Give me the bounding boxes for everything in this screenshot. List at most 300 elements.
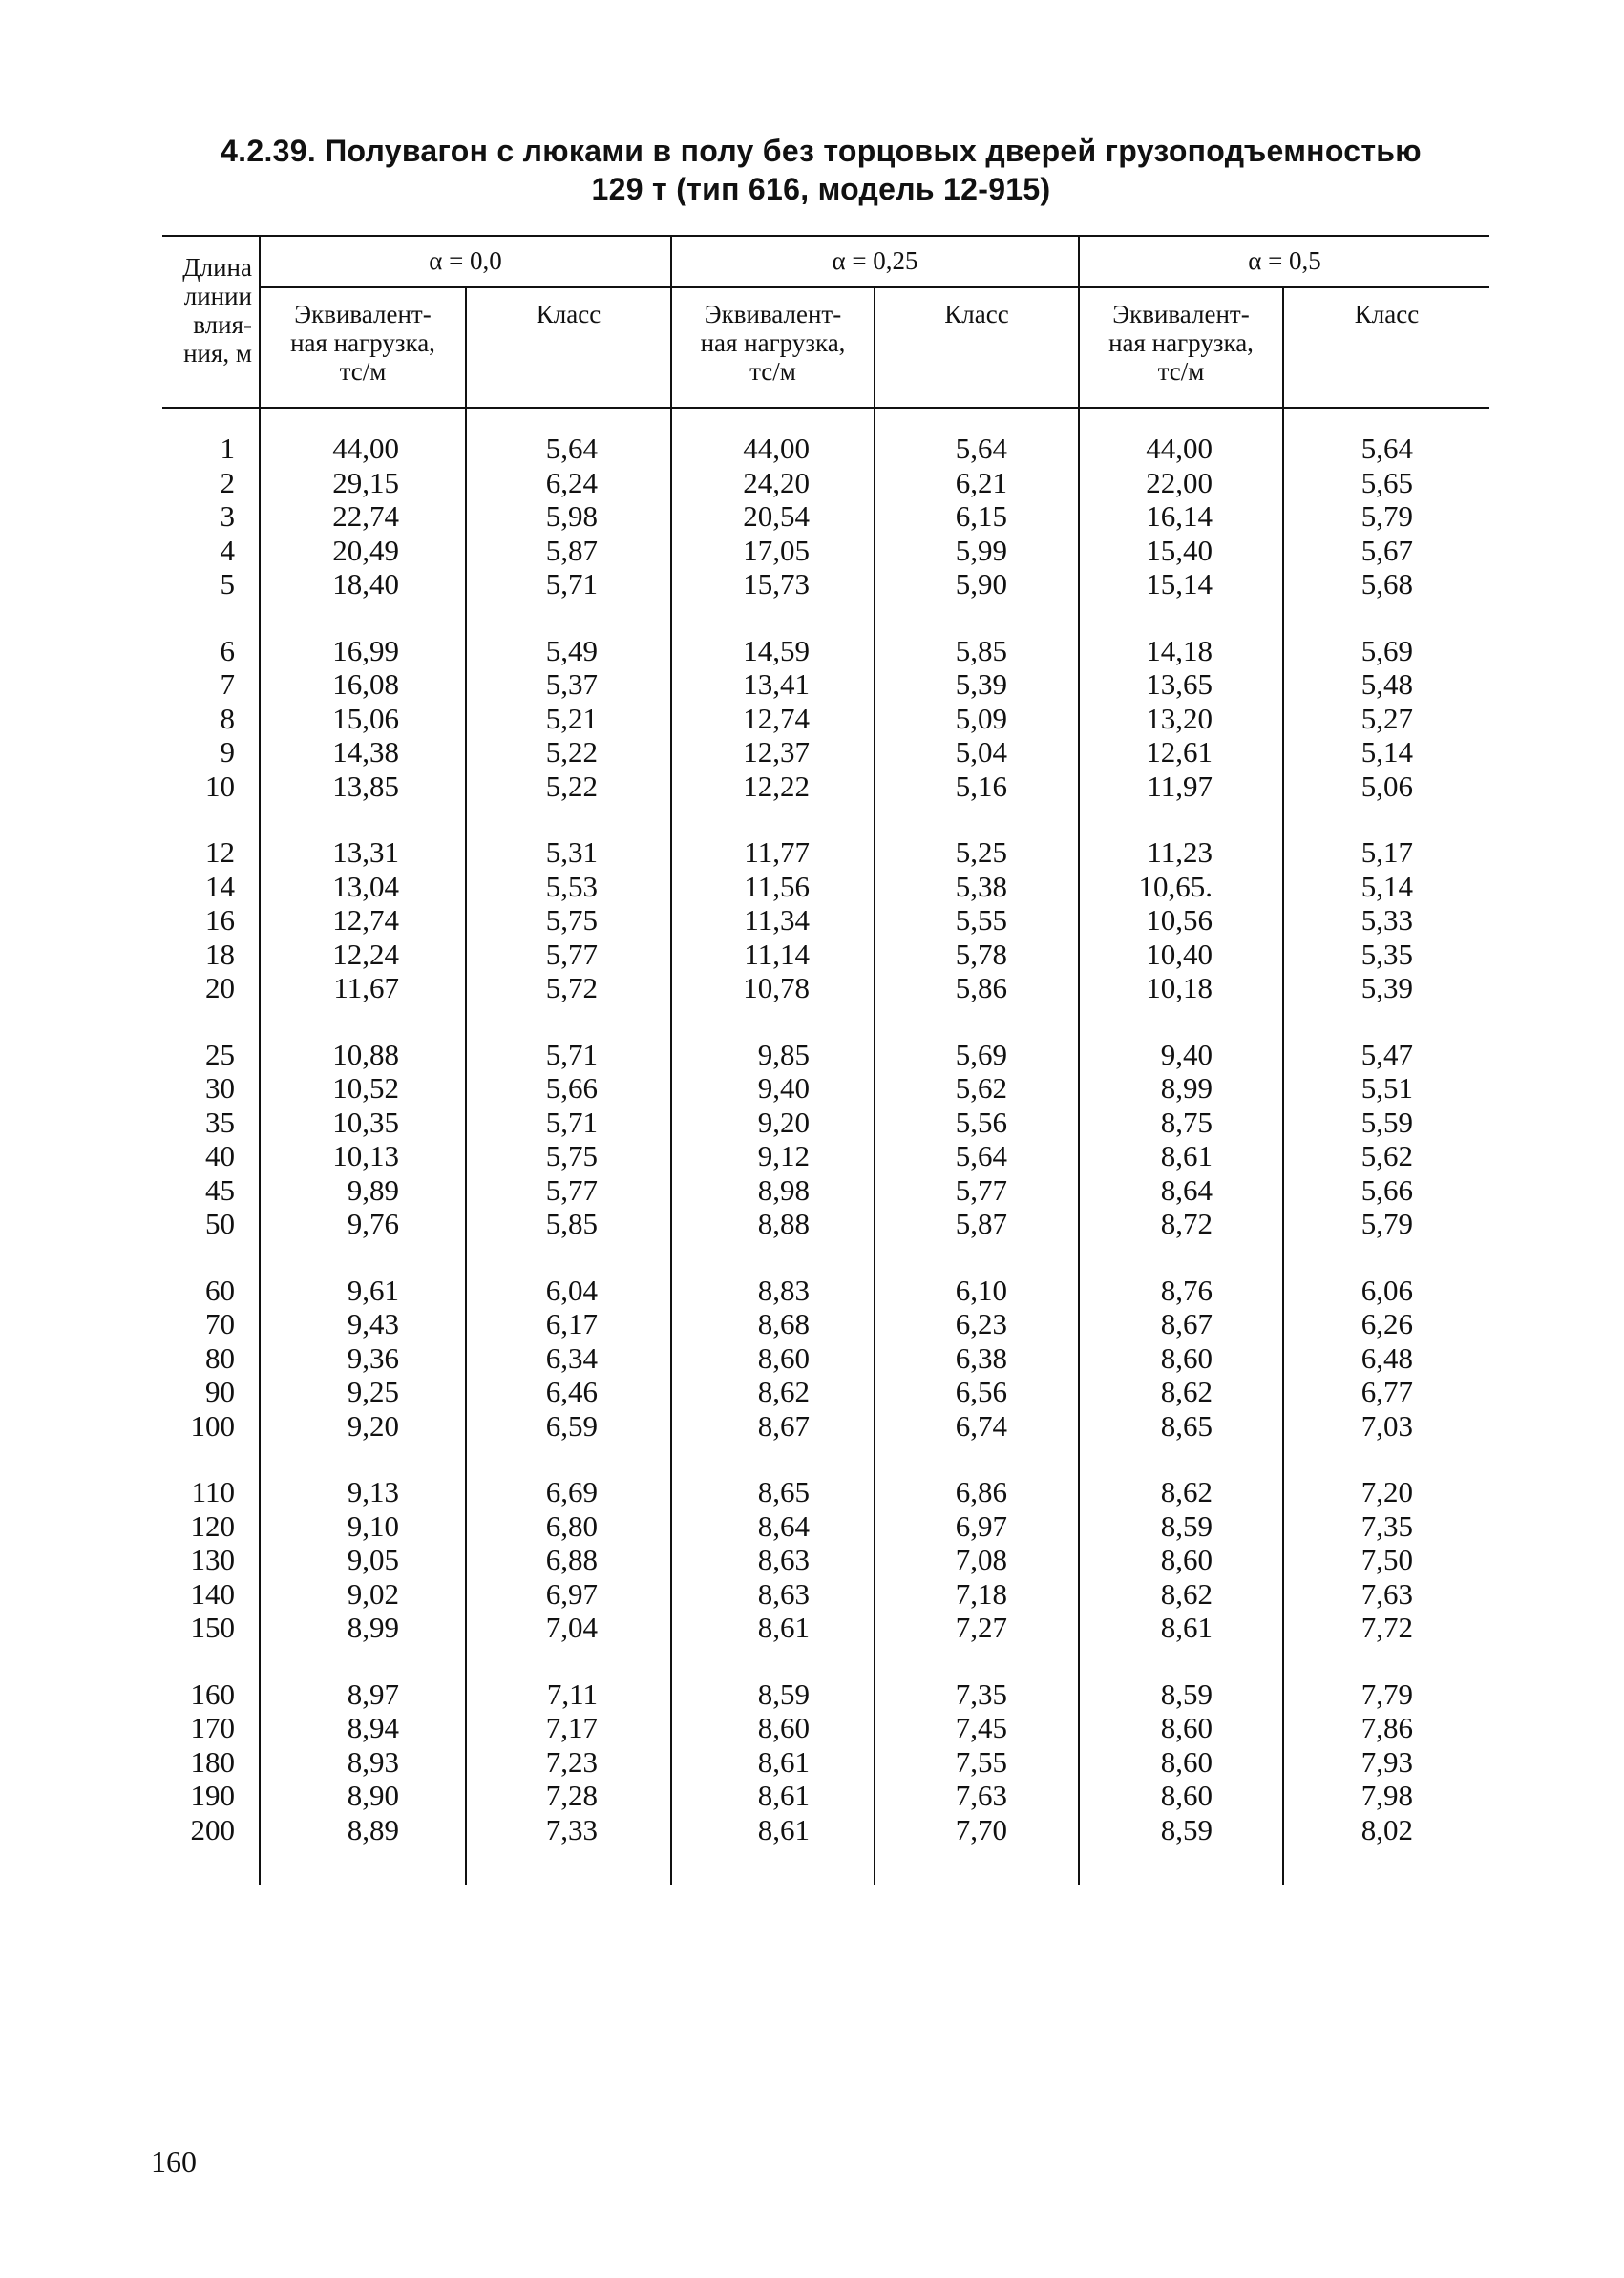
- table-cell: 5,09: [955, 701, 1007, 735]
- row-group: [0, 1274, 1624, 1444]
- table-cell: 12,24: [332, 937, 399, 971]
- table-cell: 130: [190, 1543, 235, 1576]
- table-cell: 8,62: [1160, 1576, 1213, 1611]
- table-cell: 6,34: [545, 1340, 598, 1375]
- table-row: [0, 667, 1624, 702]
- table-cell: 24,20: [743, 465, 810, 499]
- table-cell: 9: [220, 735, 235, 769]
- table-cell: 5,22: [545, 735, 598, 769]
- table-cell: 15,40: [1146, 533, 1213, 567]
- table-cell: 200: [190, 1812, 235, 1846]
- table-cell: 10: [205, 769, 235, 803]
- table-cell: 70: [205, 1307, 235, 1340]
- table-cell: 80: [205, 1340, 235, 1375]
- table-cell: 5,62: [955, 1071, 1007, 1105]
- table-cell: 8,63: [757, 1543, 810, 1576]
- table-cell: 8,90: [347, 1779, 399, 1812]
- table-cell: 12: [205, 835, 235, 869]
- row-group: [0, 432, 1624, 601]
- table-cell: 14,38: [332, 735, 399, 769]
- table-cell: 2: [220, 465, 235, 499]
- table-cell: 25: [205, 1037, 235, 1071]
- table-cell: 6,17: [545, 1307, 598, 1340]
- header-class-2: Класс: [944, 300, 1009, 328]
- table-cell: 5,48: [1360, 667, 1413, 701]
- table-cell: 6,48: [1360, 1340, 1413, 1375]
- table-row: [0, 1173, 1624, 1208]
- table-row: [0, 971, 1624, 1005]
- table-cell: 9,40: [1160, 1037, 1213, 1071]
- table-row: [0, 1274, 1624, 1308]
- table-cell: 9,40: [757, 1071, 810, 1105]
- header-equiv-1: [261, 300, 465, 386]
- table-row: [0, 432, 1624, 466]
- table-cell: 7,50: [1360, 1543, 1413, 1576]
- table-cell: 7,27: [955, 1611, 1007, 1644]
- table-cell: 8,60: [1160, 1543, 1213, 1576]
- equiv-line: тс/м: [749, 357, 796, 386]
- table-cell: 8,60: [757, 1711, 810, 1744]
- table-cell: 5,51: [1360, 1071, 1413, 1105]
- table-cell: 9,20: [347, 1408, 399, 1443]
- table-cell: 3: [220, 499, 235, 533]
- table-cell: 9,12: [757, 1139, 810, 1172]
- table-cell: 5,69: [1360, 633, 1413, 667]
- table-cell: 15,06: [332, 701, 399, 735]
- table-cell: 5,85: [955, 633, 1007, 667]
- table-cell: 7,17: [545, 1711, 598, 1744]
- table-cell: 8,76: [1160, 1273, 1213, 1307]
- equiv-line: ная нагрузка,: [700, 328, 846, 357]
- table-cell: 8,97: [347, 1677, 399, 1711]
- table-cell: 8,60: [1160, 1744, 1213, 1779]
- table-cell: 6,80: [545, 1508, 598, 1543]
- stub-line: ния, м: [183, 339, 252, 368]
- table-cell: 13,20: [1146, 701, 1213, 735]
- table-cell: 5,27: [1360, 701, 1413, 735]
- table-cell: 14,59: [743, 633, 810, 667]
- table-row: [0, 1071, 1624, 1106]
- rule-top: [162, 235, 1489, 237]
- table-cell: 5,04: [955, 735, 1007, 769]
- table-row: [0, 1711, 1624, 1745]
- table-cell: 16,14: [1146, 499, 1213, 533]
- table-cell: 5,06: [1360, 769, 1413, 803]
- table-cell: 6,59: [545, 1408, 598, 1443]
- table-cell: 6,06: [1360, 1273, 1413, 1307]
- table-cell: 7,93: [1360, 1744, 1413, 1779]
- table-cell: 44,00: [1146, 432, 1213, 465]
- table-cell: 8: [220, 701, 235, 735]
- table-cell: 8,61: [1160, 1611, 1213, 1644]
- table-cell: 4: [220, 533, 235, 567]
- table-cell: 5,87: [545, 533, 598, 567]
- table-cell: 6,46: [545, 1375, 598, 1408]
- table-row: [0, 1577, 1624, 1612]
- table-cell: 8,62: [757, 1375, 810, 1408]
- table-cell: 5,38: [955, 869, 1007, 903]
- table-cell: 6,04: [545, 1273, 598, 1307]
- table-cell: 11,34: [744, 903, 810, 937]
- table-cell: 9,20: [757, 1105, 810, 1139]
- table-cell: 160: [190, 1677, 235, 1711]
- table-row: [0, 466, 1624, 500]
- table-cell: 18: [205, 937, 235, 971]
- table-row: [0, 1745, 1624, 1780]
- table-cell: 7,23: [545, 1744, 598, 1779]
- table-cell: 7,28: [545, 1779, 598, 1812]
- table-cell: 5,66: [545, 1071, 598, 1105]
- table-cell: 22,00: [1146, 465, 1213, 499]
- table-cell: 7,18: [955, 1576, 1007, 1611]
- table-cell: 20,49: [332, 533, 399, 567]
- table-cell: 22,74: [332, 499, 399, 533]
- table-cell: 8,59: [757, 1677, 810, 1711]
- table-cell: 8,67: [1160, 1307, 1213, 1340]
- stub-line: влия-: [193, 310, 252, 339]
- table-cell: 14: [205, 869, 235, 903]
- table-cell: 5,67: [1360, 533, 1413, 567]
- table-cell: 6,97: [545, 1576, 598, 1611]
- table-cell: 5,77: [545, 1172, 598, 1207]
- table-cell: 8,61: [757, 1812, 810, 1846]
- table-cell: 9,61: [347, 1273, 399, 1307]
- table-cell: 10,56: [1146, 903, 1213, 937]
- table-cell: 10,88: [332, 1037, 399, 1071]
- table-cell: 13,65: [1146, 667, 1213, 701]
- table-cell: 8,64: [1160, 1172, 1213, 1207]
- table-cell: 10,18: [1146, 971, 1213, 1004]
- table-row: [0, 1611, 1624, 1645]
- table-row: [0, 1106, 1624, 1140]
- title-line-2: 129 т (тип 616, модель 12-915): [591, 172, 1051, 206]
- table-cell: 8,59: [1160, 1677, 1213, 1711]
- table-cell: 20: [205, 971, 235, 1004]
- table-cell: 20,54: [743, 499, 810, 533]
- row-group: [0, 1475, 1624, 1645]
- table-cell: 6,74: [955, 1408, 1007, 1443]
- table-cell: 6,23: [955, 1307, 1007, 1340]
- table-row: [0, 1341, 1624, 1376]
- table-cell: 5,98: [545, 499, 598, 533]
- table-cell: 7,86: [1360, 1711, 1413, 1744]
- table-cell: 8,72: [1160, 1207, 1213, 1240]
- table-cell: 5,75: [545, 1139, 598, 1172]
- table-cell: 190: [190, 1779, 235, 1812]
- stub-line: линии: [183, 282, 252, 310]
- table-cell: 8,65: [757, 1475, 810, 1508]
- table-row: [0, 870, 1624, 904]
- table-cell: 8,61: [757, 1611, 810, 1644]
- table-cell: 110: [191, 1475, 235, 1508]
- table-cell: 9,43: [347, 1307, 399, 1340]
- table-cell: 5,53: [545, 869, 598, 903]
- table-row: [0, 1307, 1624, 1341]
- table-cell: 5,14: [1360, 735, 1413, 769]
- table-cell: 5,66: [1360, 1172, 1413, 1207]
- table-cell: 8,99: [347, 1611, 399, 1644]
- equiv-line: тс/м: [1157, 357, 1205, 386]
- table-row: [0, 499, 1624, 534]
- table-cell: 11,77: [744, 835, 810, 869]
- table-cell: 5,35: [1360, 937, 1413, 971]
- table-cell: 6,10: [955, 1273, 1007, 1307]
- table-cell: 17,05: [743, 533, 810, 567]
- table-row: [0, 1543, 1624, 1577]
- table-cell: 8,60: [757, 1340, 810, 1375]
- table-cell: 8,68: [757, 1307, 810, 1340]
- table-cell: 8,75: [1160, 1105, 1213, 1139]
- table-cell: 5,77: [955, 1172, 1007, 1207]
- table-cell: 6,24: [545, 465, 598, 499]
- table-cell: 9,25: [347, 1375, 399, 1408]
- table-cell: 180: [190, 1744, 235, 1779]
- table-row: [0, 938, 1624, 972]
- row-group: [0, 1038, 1624, 1241]
- equiv-line: ная нагрузка,: [1108, 328, 1254, 357]
- table-row: [0, 835, 1624, 870]
- table-cell: 9,02: [347, 1576, 399, 1611]
- table-cell: 9,10: [347, 1508, 399, 1543]
- table-row: [0, 1677, 1624, 1712]
- table-cell: 6,97: [955, 1508, 1007, 1543]
- table-cell: 5,71: [545, 1105, 598, 1139]
- table-cell: 9,36: [347, 1340, 399, 1375]
- table-cell: 5,56: [955, 1105, 1007, 1139]
- table-cell: 8,60: [1160, 1340, 1213, 1375]
- table-cell: 8,83: [757, 1273, 810, 1307]
- table-cell: 12,37: [743, 735, 810, 769]
- equiv-line: Эквивалент-: [294, 300, 432, 328]
- header-class-3: Класс: [1354, 300, 1420, 328]
- table-cell: 5: [220, 567, 235, 601]
- table-cell: 170: [190, 1711, 235, 1744]
- table-cell: 5,64: [1360, 432, 1413, 465]
- table-cell: 8,02: [1360, 1812, 1413, 1846]
- table-cell: 8,59: [1160, 1508, 1213, 1543]
- table-cell: 5,49: [545, 633, 598, 667]
- table-row: [0, 1038, 1624, 1072]
- table-cell: 15,14: [1146, 567, 1213, 601]
- row-group: [0, 835, 1624, 1005]
- table-cell: 5,69: [955, 1037, 1007, 1071]
- table-cell: 10,78: [743, 971, 810, 1004]
- table-cell: 5,39: [1360, 971, 1413, 1004]
- table-cell: 7,33: [545, 1812, 598, 1846]
- table-cell: 10,52: [332, 1071, 399, 1105]
- table-cell: 7,35: [955, 1677, 1007, 1711]
- row-group: [0, 634, 1624, 804]
- table-cell: 5,79: [1360, 499, 1413, 533]
- table-cell: 7,35: [1360, 1508, 1413, 1543]
- table-cell: 6,69: [545, 1475, 598, 1508]
- table-cell: 90: [205, 1375, 235, 1408]
- table-cell: 8,94: [347, 1711, 399, 1744]
- table-cell: 8,60: [1160, 1779, 1213, 1812]
- table-cell: 120: [190, 1508, 235, 1543]
- table-cell: 9,05: [347, 1543, 399, 1576]
- table-cell: 8,88: [757, 1207, 810, 1240]
- header-alpha-0: α = 0,0: [429, 246, 502, 275]
- table-cell: 5,14: [1360, 869, 1413, 903]
- table-cell: 11,23: [1147, 835, 1213, 869]
- table-cell: 5,77: [545, 937, 598, 971]
- table-cell: 14,18: [1146, 633, 1213, 667]
- title-line-1: 4.2.39. Полувагон с люками в полу без торцовых дверей грузоподъемностью: [221, 134, 1422, 168]
- table-row: [0, 1509, 1624, 1544]
- table-cell: 5,25: [955, 835, 1007, 869]
- header-equiv-3: [1080, 300, 1282, 386]
- table-cell: 6,88: [545, 1543, 598, 1576]
- table-cell: 8,60: [1160, 1711, 1213, 1744]
- table-cell: 10,13: [332, 1139, 399, 1172]
- table-body: [0, 432, 1624, 1879]
- table-title: [153, 132, 1489, 208]
- table-cell: 15,73: [743, 567, 810, 601]
- table-cell: 5,87: [955, 1207, 1007, 1240]
- table-cell: 12,74: [332, 903, 399, 937]
- table-cell: 11,97: [1147, 769, 1213, 803]
- table-cell: 10,65.: [1138, 869, 1213, 903]
- table-cell: 12,61: [1146, 735, 1213, 769]
- table-cell: 10,35: [332, 1105, 399, 1139]
- table-row: [0, 735, 1624, 770]
- table-cell: 140: [190, 1576, 235, 1611]
- table-cell: 16: [205, 903, 235, 937]
- table-cell: 8,99: [1160, 1071, 1213, 1105]
- table-cell: 9,76: [347, 1207, 399, 1240]
- table-cell: 44,00: [332, 432, 399, 465]
- table-cell: 6,21: [955, 465, 1007, 499]
- table-cell: 5,39: [955, 667, 1007, 701]
- table-cell: 6,15: [955, 499, 1007, 533]
- table-cell: 8,67: [757, 1408, 810, 1443]
- equiv-line: Эквивалент-: [704, 300, 842, 328]
- table-row: [0, 770, 1624, 804]
- table-cell: 45: [205, 1172, 235, 1207]
- table-cell: 6,86: [955, 1475, 1007, 1508]
- row-group: [0, 1677, 1624, 1847]
- table-cell: 8,62: [1160, 1375, 1213, 1408]
- table-cell: 5,33: [1360, 903, 1413, 937]
- table-cell: 7,11: [546, 1677, 598, 1711]
- table-cell: 11,56: [744, 869, 810, 903]
- table-cell: 30: [205, 1071, 235, 1105]
- table-cell: 5,47: [1360, 1037, 1413, 1071]
- table-cell: 5,64: [545, 432, 598, 465]
- table-cell: 13,31: [332, 835, 399, 869]
- table-cell: 5,31: [545, 835, 598, 869]
- table-row: [0, 534, 1624, 568]
- equiv-line: ная нагрузка,: [290, 328, 435, 357]
- table-cell: 7,79: [1360, 1677, 1413, 1711]
- table-cell: 5,64: [955, 432, 1007, 465]
- table-cell: 35: [205, 1105, 235, 1139]
- table-cell: 9,13: [347, 1475, 399, 1508]
- table-row: [0, 1375, 1624, 1409]
- equiv-line: тс/м: [339, 357, 387, 386]
- table-cell: 9,89: [347, 1172, 399, 1207]
- table-cell: 5,17: [1360, 835, 1413, 869]
- table-cell: 11,67: [333, 971, 399, 1004]
- table-cell: 8,65: [1160, 1408, 1213, 1443]
- table-cell: 8,61: [757, 1744, 810, 1779]
- page-number: 160: [151, 2144, 197, 2179]
- table-cell: 8,59: [1160, 1812, 1213, 1846]
- table-cell: 5,78: [955, 937, 1007, 971]
- table-cell: 7,72: [1360, 1611, 1413, 1644]
- table-cell: 9,85: [757, 1037, 810, 1071]
- table-cell: 7,63: [955, 1779, 1007, 1812]
- table-cell: 5,55: [955, 903, 1007, 937]
- table-cell: 5,37: [545, 667, 598, 701]
- table-cell: 8,89: [347, 1812, 399, 1846]
- table-cell: 8,64: [757, 1508, 810, 1543]
- table-cell: 5,16: [955, 769, 1007, 803]
- table-cell: 7,45: [955, 1711, 1007, 1744]
- table-cell: 7,20: [1360, 1475, 1413, 1508]
- header-equiv-2: [672, 300, 874, 386]
- table-cell: 8,93: [347, 1744, 399, 1779]
- table-cell: 5,86: [955, 971, 1007, 1004]
- table-cell: 8,98: [757, 1172, 810, 1207]
- table-cell: 10,40: [1146, 937, 1213, 971]
- table-cell: 100: [190, 1408, 235, 1443]
- table-cell: 5,65: [1360, 465, 1413, 499]
- table-cell: 7,04: [545, 1611, 598, 1644]
- table-cell: 7,63: [1360, 1576, 1413, 1611]
- table-cell: 16,08: [332, 667, 399, 701]
- table-cell: 5,59: [1360, 1105, 1413, 1139]
- table-cell: 50: [205, 1207, 235, 1240]
- header-alpha-025: α = 0,25: [832, 246, 918, 275]
- table-cell: 5,68: [1360, 567, 1413, 601]
- table-cell: 7,55: [955, 1744, 1007, 1779]
- table-cell: 5,72: [545, 971, 598, 1004]
- table-row: [0, 1409, 1624, 1444]
- header-class-1: Класс: [536, 300, 601, 328]
- table-cell: 5,85: [545, 1207, 598, 1240]
- table-cell: 8,61: [1160, 1139, 1213, 1172]
- table-cell: 18,40: [332, 567, 399, 601]
- table-cell: 44,00: [743, 432, 810, 465]
- table-cell: 8,61: [757, 1779, 810, 1812]
- table-cell: 5,64: [955, 1139, 1007, 1172]
- rule-header-bottom: [162, 407, 1489, 409]
- table-row: [0, 1207, 1624, 1241]
- table-row: [0, 702, 1624, 736]
- table-cell: 6,77: [1360, 1375, 1413, 1408]
- table-cell: 7: [220, 667, 235, 701]
- table-row: [0, 1475, 1624, 1509]
- table-cell: 1: [220, 432, 235, 465]
- table-row: [0, 1779, 1624, 1813]
- table-cell: 7,70: [955, 1812, 1007, 1846]
- table-cell: 12,22: [743, 769, 810, 803]
- table-cell: 6,56: [955, 1375, 1007, 1408]
- table-row: [0, 1139, 1624, 1173]
- table-row: [0, 903, 1624, 938]
- table-cell: 40: [205, 1139, 235, 1172]
- table-cell: 12,74: [743, 701, 810, 735]
- table-cell: 5,62: [1360, 1139, 1413, 1172]
- table-cell: 150: [190, 1611, 235, 1644]
- table-cell: 5,71: [545, 567, 598, 601]
- table-cell: 7,08: [955, 1543, 1007, 1576]
- stub-line: Длина: [182, 253, 252, 282]
- table-cell: 16,99: [332, 633, 399, 667]
- table-cell: 13,04: [332, 869, 399, 903]
